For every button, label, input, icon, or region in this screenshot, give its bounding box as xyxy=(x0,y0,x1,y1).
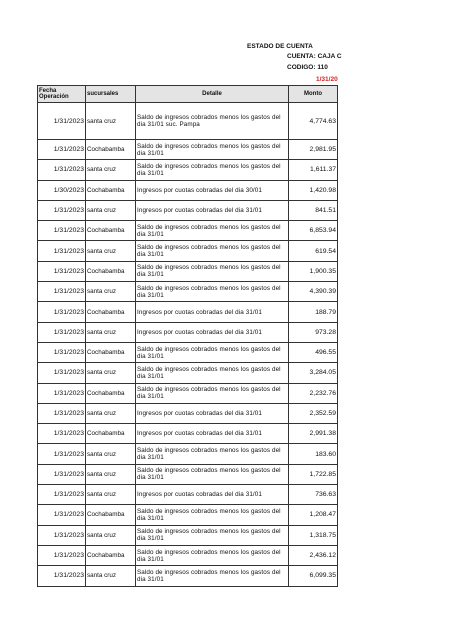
table-row xyxy=(38,525,338,545)
cell-monto: 2,232.76 xyxy=(289,383,338,403)
table-body xyxy=(38,103,338,587)
statement-date: 1/31/20 xyxy=(316,76,338,83)
cell-detalle: Saldo de ingresos cobrados menos los gastos del dia 31/01 xyxy=(136,545,289,565)
cell-sucursal: santa cruz xyxy=(86,282,136,302)
cell-fecha: 1/30/2023 xyxy=(38,180,86,200)
cell-sucursal: Cochabamba xyxy=(86,545,136,565)
cell-fecha: 1/31/2023 xyxy=(38,525,86,545)
cell-monto: 2,991.38 xyxy=(289,424,338,444)
cell-fecha: 1/31/2023 xyxy=(38,241,86,261)
cell-monto: 1,318.75 xyxy=(289,525,338,545)
cell-detalle: Ingresos por cuotas cobradas del dia 31/01 xyxy=(136,322,289,342)
cell-fecha: 1/31/2023 xyxy=(38,485,86,505)
cell-fecha: 1/31/2023 xyxy=(38,403,86,423)
cell-fecha: 1/31/2023 xyxy=(38,363,86,383)
table-row xyxy=(38,180,338,200)
column-header-fecha: Fecha Operación xyxy=(38,86,86,103)
table-row xyxy=(38,444,338,464)
cell-fecha: 1/31/2023 xyxy=(38,282,86,302)
table-row xyxy=(38,383,338,403)
cell-fecha: 1/31/2023 xyxy=(38,322,86,342)
cell-monto: 6,853.94 xyxy=(289,221,338,241)
cell-detalle: Saldo de ingresos cobrados menos los gastos del dia 31/01 suc. Pampa xyxy=(136,103,289,140)
cell-fecha: 1/31/2023 xyxy=(38,261,86,281)
code-label: CODIGO: 110 xyxy=(287,64,328,71)
cell-monto: 1,208.47 xyxy=(289,505,338,525)
cell-sucursal: Cochabamba xyxy=(86,302,136,322)
cell-detalle: Saldo de ingresos cobrados menos los gastos del dia 31/01 xyxy=(136,261,289,281)
cell-detalle: Ingresos por cuotas cobradas del dia 31/01 xyxy=(136,200,289,220)
cell-monto: 4,774.63 xyxy=(289,103,338,140)
cell-sucursal: Cochabamba xyxy=(86,342,136,362)
table-row xyxy=(38,322,338,342)
table-row xyxy=(38,342,338,362)
cell-fecha: 1/31/2023 xyxy=(38,383,86,403)
cell-sucursal: santa cruz xyxy=(86,322,136,342)
cell-fecha: 1/31/2023 xyxy=(38,160,86,180)
cell-sucursal: Cochabamba xyxy=(86,383,136,403)
table-row xyxy=(38,103,338,140)
cell-fecha: 1/31/2023 xyxy=(38,302,86,322)
cell-monto: 736.63 xyxy=(289,485,338,505)
cell-monto: 188.79 xyxy=(289,302,338,322)
cell-sucursal: Cochabamba xyxy=(86,424,136,444)
cell-detalle: Ingresos por cuotas cobradas del dia 31/01 xyxy=(136,302,289,322)
cell-monto: 3,284.05 xyxy=(289,363,338,383)
cell-sucursal: Cochabamba xyxy=(86,221,136,241)
cell-fecha: 1/31/2023 xyxy=(38,545,86,565)
cell-detalle: Ingresos por cuotas cobradas del dia 31/01 xyxy=(136,403,289,423)
cell-sucursal: santa cruz xyxy=(86,464,136,484)
cell-detalle: Saldo de ingresos cobrados menos los gastos del dia 31/01 xyxy=(136,241,289,261)
cell-detalle: Saldo de ingresos cobrados menos los gastos del dia 31/01 xyxy=(136,444,289,464)
cell-sucursal: Cochabamba xyxy=(86,261,136,281)
cell-sucursal: santa cruz xyxy=(86,566,136,586)
cell-sucursal: santa cruz xyxy=(86,525,136,545)
table-row xyxy=(38,464,338,484)
table-row xyxy=(38,363,338,383)
cell-detalle: Saldo de ingresos cobrados menos los gastos del dia 31/01 xyxy=(136,160,289,180)
table-row xyxy=(38,424,338,444)
cell-detalle: Saldo de ingresos cobrados menos los gastos del dia 31/01 xyxy=(136,505,289,525)
cell-monto: 1,420.98 xyxy=(289,180,338,200)
cell-fecha: 1/31/2023 xyxy=(38,103,86,140)
cell-monto: 619.54 xyxy=(289,241,338,261)
cell-detalle: Saldo de ingresos cobrados menos los gastos del dia 31/01 xyxy=(136,464,289,484)
cell-monto: 1,900.35 xyxy=(289,261,338,281)
cell-fecha: 1/31/2023 xyxy=(38,464,86,484)
cell-detalle: Saldo de ingresos cobrados menos los gastos del dia 31/01 xyxy=(136,221,289,241)
cell-detalle: Saldo de ingresos cobrados menos los gastos del dia 31/01 xyxy=(136,566,289,586)
cell-sucursal: santa cruz xyxy=(86,363,136,383)
cell-sucursal: santa cruz xyxy=(86,160,136,180)
cell-detalle: Saldo de ingresos cobrados menos los gastos del dia 31/01 xyxy=(136,363,289,383)
table-row xyxy=(38,403,338,423)
table-row xyxy=(38,221,338,241)
cell-sucursal: santa cruz xyxy=(86,444,136,464)
column-header-monto: Monto xyxy=(289,86,338,103)
cell-monto: 2,352.59 xyxy=(289,403,338,423)
cell-detalle: Saldo de ingresos cobrados menos los gastos del dia 31/01 xyxy=(136,525,289,545)
cell-monto: 2,981.95 xyxy=(289,140,338,160)
account-label: CUENTA: CAJA C xyxy=(287,53,342,60)
cell-detalle: Saldo de ingresos cobrados menos los gastos del dia 31/01 xyxy=(136,383,289,403)
cell-detalle: Saldo de ingresos cobrados menos los gastos del dia 31/01 xyxy=(136,342,289,362)
cell-sucursal: santa cruz xyxy=(86,200,136,220)
cell-fecha: 1/31/2023 xyxy=(38,505,86,525)
cell-monto: 4,390.39 xyxy=(289,282,338,302)
table-row xyxy=(38,566,338,586)
table-header-row xyxy=(38,86,338,103)
cell-fecha: 1/31/2023 xyxy=(38,342,86,362)
table-row xyxy=(38,160,338,180)
table-row xyxy=(38,485,338,505)
column-header-sucursal: sucursales xyxy=(86,86,136,103)
cell-detalle: Ingresos por cuotas cobradas del dia 30/01 xyxy=(136,180,289,200)
table-row xyxy=(38,200,338,220)
cell-monto: 973.28 xyxy=(289,322,338,342)
table-row xyxy=(38,282,338,302)
cell-fecha: 1/31/2023 xyxy=(38,140,86,160)
cell-detalle: Ingresos por cuotas cobradas del dia 31/01 xyxy=(136,424,289,444)
cell-sucursal: santa cruz xyxy=(86,241,136,261)
table-row xyxy=(38,261,338,281)
table-row xyxy=(38,241,338,261)
cell-sucursal: Cochabamba xyxy=(86,180,136,200)
table-row xyxy=(38,140,338,160)
table-row xyxy=(38,302,338,322)
table-row xyxy=(38,505,338,525)
cell-sucursal: Cochabamba xyxy=(86,505,136,525)
cell-sucursal: santa cruz xyxy=(86,103,136,140)
table-row xyxy=(38,545,338,565)
statement-title: ESTADO DE CUENTA xyxy=(247,43,313,50)
cell-fecha: 1/31/2023 xyxy=(38,566,86,586)
cell-fecha: 1/31/2023 xyxy=(38,424,86,444)
cell-monto: 6,099.35 xyxy=(289,566,338,586)
cell-sucursal: santa cruz xyxy=(86,403,136,423)
cell-fecha: 1/31/2023 xyxy=(38,444,86,464)
cell-monto: 183.60 xyxy=(289,444,338,464)
cell-detalle: Saldo de ingresos cobrados menos los gastos del dia 31/01 xyxy=(136,140,289,160)
cell-monto: 841.51 xyxy=(289,200,338,220)
cell-monto: 496.55 xyxy=(289,342,338,362)
cell-fecha: 1/31/2023 xyxy=(38,200,86,220)
cell-monto: 2,436.12 xyxy=(289,545,338,565)
column-header-detalle: Detalle xyxy=(136,86,289,103)
cell-sucursal: santa cruz xyxy=(86,485,136,505)
statement-table xyxy=(37,85,338,587)
cell-fecha: 1/31/2023 xyxy=(38,221,86,241)
cell-detalle: Saldo de ingresos cobrados menos los gastos del dia 31/01 xyxy=(136,282,289,302)
cell-monto: 1,611.37 xyxy=(289,160,338,180)
cell-detalle: Ingresos por cuotas cobradas del dia 31/01 xyxy=(136,485,289,505)
cell-monto: 1,722.85 xyxy=(289,464,338,484)
cell-sucursal: Cochabamba xyxy=(86,140,136,160)
